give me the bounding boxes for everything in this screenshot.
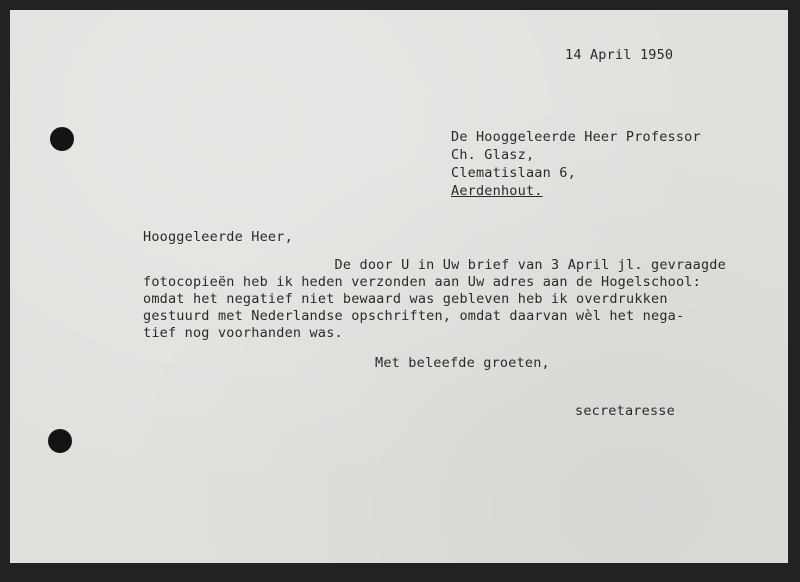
punch-hole-top [50,127,74,151]
body-line: tief nog voorhanden was. [143,325,343,341]
letter-page [10,10,788,563]
body-line: De door U in Uw brief van 3 April jl. gevraagde [143,257,726,273]
recipient-town: Aerdenhout. [451,183,543,199]
body-line: gestuurd met Nederlandse opschriften, omdat daarvan wèl het nega- [143,308,685,324]
letter-date: 14 April 1950 [565,47,674,63]
body-line: fotocopieën heb ik heden verzonden aan Uw adres aan de Hogelschool: [143,274,701,290]
recipient-name: Ch. Glasz, [451,147,535,163]
recipient-title: De Hooggeleerde Heer Professor [451,129,701,145]
signature: secretaresse [575,403,675,419]
punch-hole-bottom [48,429,72,453]
salutation: Hooggeleerde Heer, [143,229,293,245]
recipient-street: Clematislaan 6, [451,165,576,181]
body-line: omdat het negatief niet bewaard was gebleven heb ik overdrukken [143,291,668,307]
closing: Met beleefde groeten, [375,355,550,371]
